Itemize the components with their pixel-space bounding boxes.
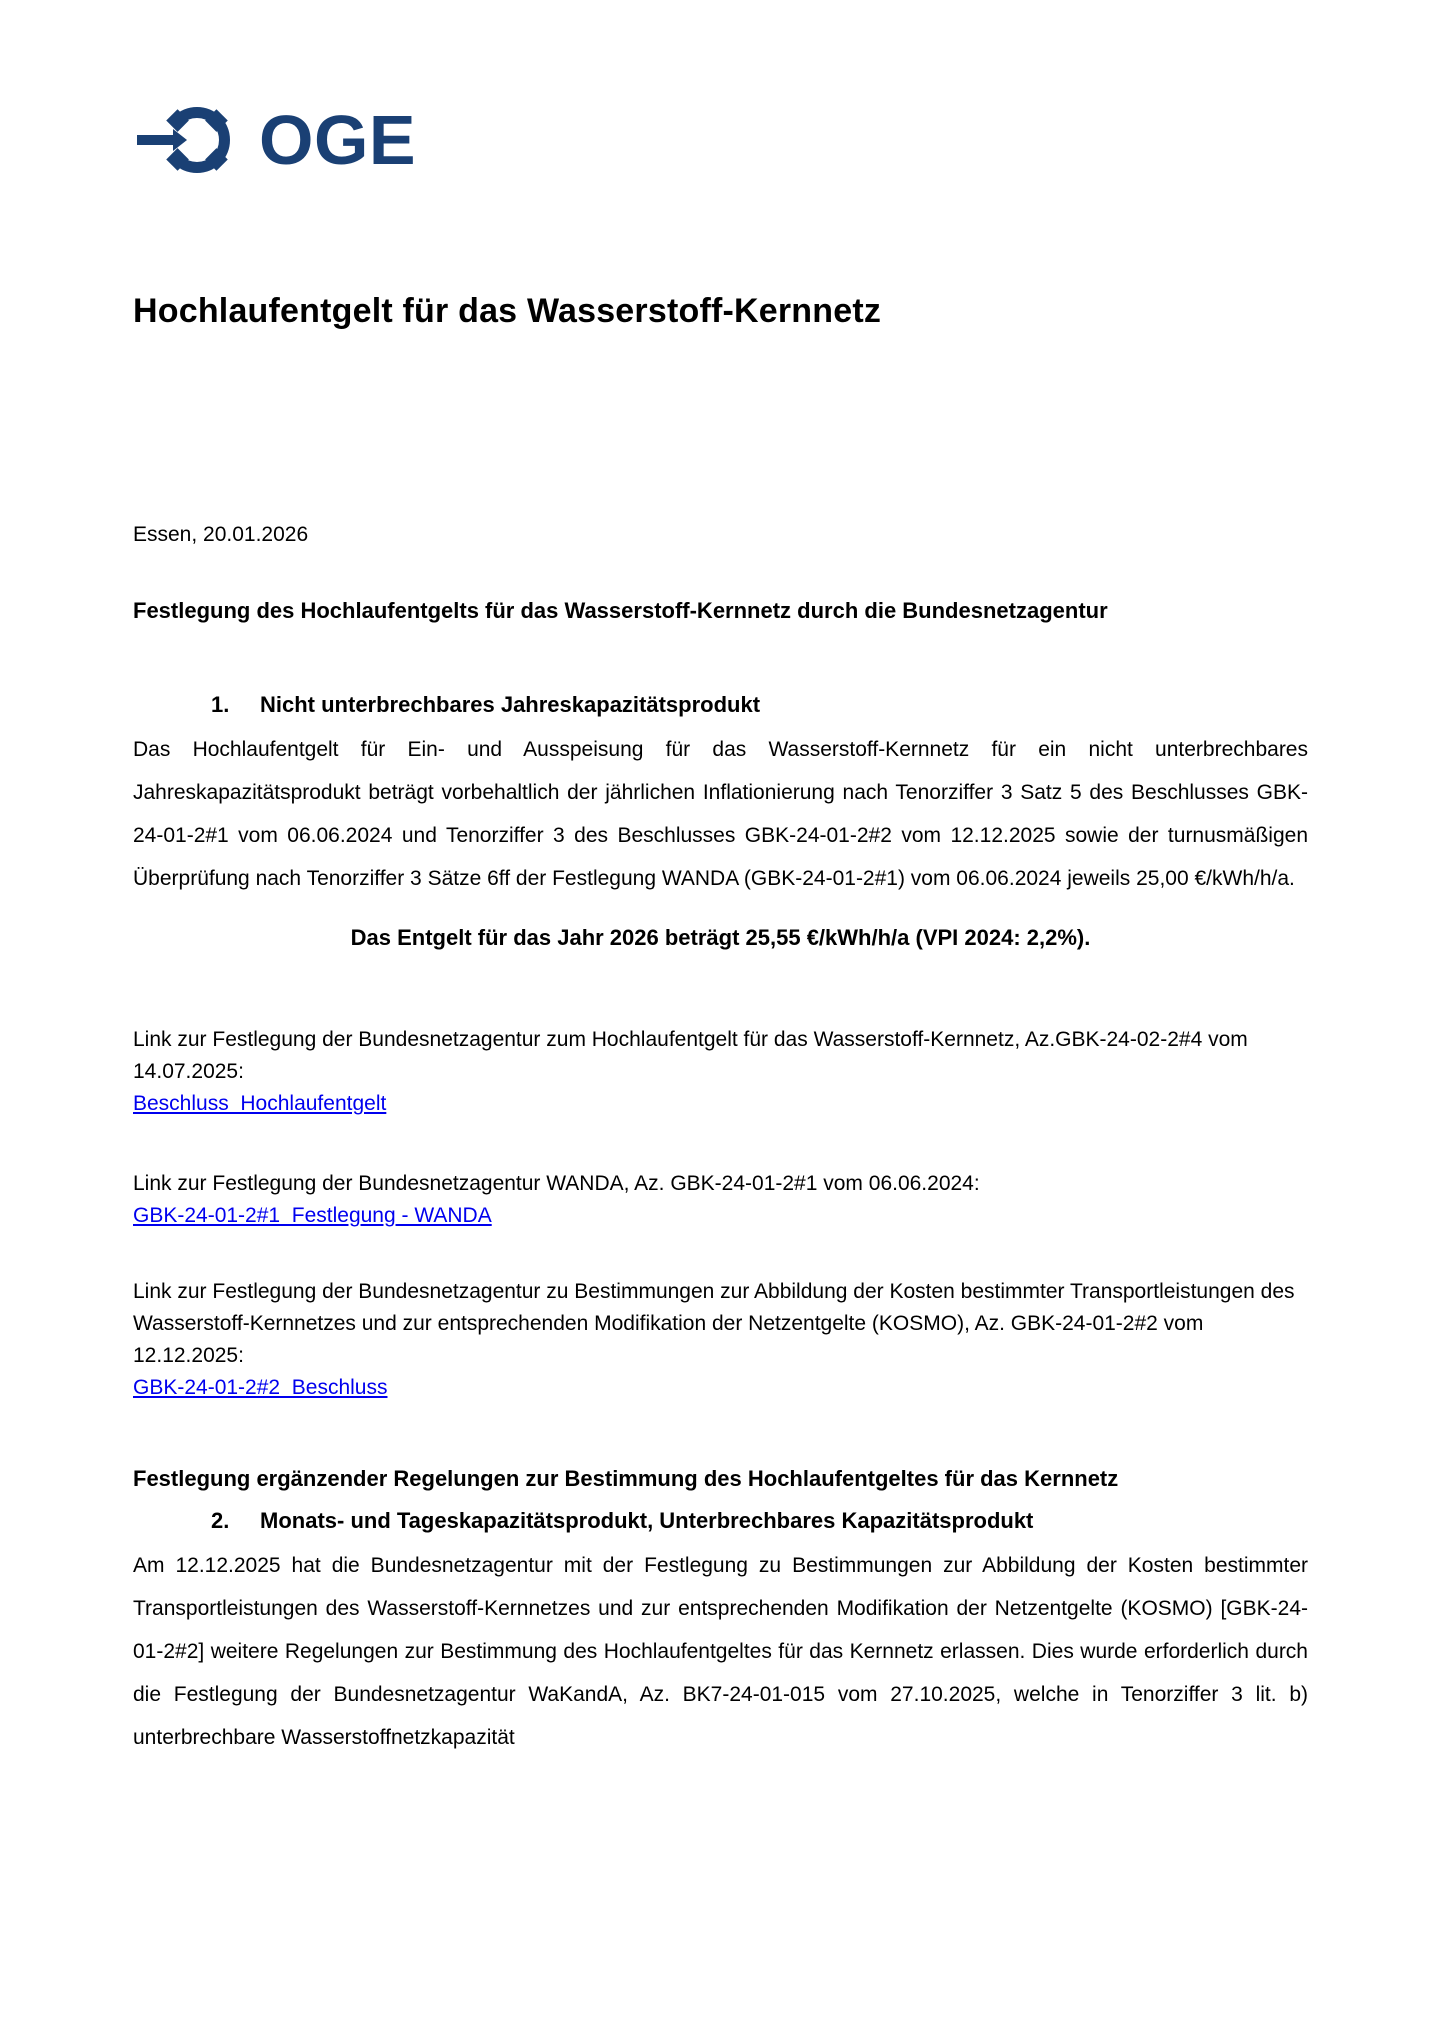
section-1-title: Nicht unterbrechbares Jahreskapazitätsprodukt xyxy=(260,692,761,717)
dateline: Essen, 20.01.2026 xyxy=(133,523,309,546)
heading-festlegung-hochlaufentgelt: Festlegung des Hochlaufentgelts für das Wasserstoff-Kernnetz durch die Bundesnetzagentur xyxy=(133,598,1108,623)
link-intro: Link zur Festlegung der Bundesnetzagentur zum Hochlaufentgelt für das Wasserstoff-Kernnetz, Az.GBK-24-02-2#4 vom 14.07.2025: xyxy=(133,1028,1248,1083)
heading-ergaenzende-regelungen: Festlegung ergänzender Regelungen zur Bestimmung des Hochlaufentgeltes für das Kernnetz xyxy=(133,1466,1119,1491)
link-intro: Link zur Festlegung der Bundesnetzagentur zu Bestimmungen zur Abbildung der Kosten bestimmter Transportleistungen des Wasserstoff-Kernnetzes und zur entsprechenden Modifikation der Netzentgelte (KOSMO), Az. GBK-24-01-2#2 vom 12.12.2025: xyxy=(133,1280,1295,1367)
oge-logo-text: OGE xyxy=(259,101,417,179)
section-2-heading xyxy=(133,1506,1308,1536)
link-festlegung-wanda[interactable]: GBK-24-01-2#1_Festlegung - WANDA xyxy=(133,1204,492,1227)
link-beschluss-hochlaufentgelt[interactable]: Beschluss_Hochlaufentgelt xyxy=(133,1092,387,1115)
link-block-wanda xyxy=(133,1168,1308,1232)
page-title: Hochlaufentgelt für das Wasserstoff-Kernnetz xyxy=(133,292,882,330)
section-2-body: Am 12.12.2025 hat die Bundesnetzagentur mit der Festlegung zu Bestimmungen zur Abbildung der Kosten bestimmter Transportleistungen des Wasserstoff-Kernnetzes und zur entsprechenden Modifikation der Netzentgelte (KOSMO) [GBK-24-01-2#2] weitere Regelungen zur Bestimmung des Hochlaufentgeltes für das Kernnetz erlassen. Dies wurde erforderlich durch die Festlegung der Bundesnetzagentur WaKandA, Az. BK7-24-01-015 vom 27.10.2025, welche in Tenorziffer 3 lit. b) unterbrechbare Wasserstoffnetzkapazität xyxy=(133,1554,1308,1749)
section-1-heading xyxy=(133,690,1308,720)
section-1-number: 1. xyxy=(211,692,230,717)
link-block-hochlaufentgelt xyxy=(133,1024,1308,1120)
entgelt-2026-highlight: Das Entgelt für das Jahr 2026 beträgt 25,55 €/kWh/h/a (VPI 2024: 2,2%). xyxy=(350,925,1091,950)
pipe-flow-arrow-icon xyxy=(137,97,237,183)
oge-logo xyxy=(137,0,1308,183)
section-2-title: Monats- und Tageskapazitätsprodukt, Unterbrechbares Kapazitätsprodukt xyxy=(260,1508,1034,1533)
section-1-body: Das Hochlaufentgelt für Ein- und Ausspeisung für das Wasserstoff-Kernnetz für ein nicht unterbrechbares Jahreskapazitätsprodukt beträgt vorbehaltlich der jährlichen Inflationierung nach Tenorziffer 3 Satz 5 des Beschlusses GBK-24-01-2#1 vom 06.06.2024 und Tenorziffer 3 des Beschlusses GBK-24-01-2#2 vom 12.12.2025 sowie der turnusmäßigen Überprüfung nach Tenorziffer 3 Sätze 6ff der Festlegung WANDA (GBK-24-01-2#1) vom 06.06.2024 jeweils 25,00 €/kWh/h/a. xyxy=(133,738,1308,890)
section-2-number: 2. xyxy=(211,1508,230,1533)
link-gbk-beschluss[interactable]: GBK-24-01-2#2_Beschluss xyxy=(133,1376,388,1399)
link-block-kosmo xyxy=(133,1276,1308,1404)
link-intro: Link zur Festlegung der Bundesnetzagentur WANDA, Az. GBK-24-01-2#1 vom 06.06.2024: xyxy=(133,1172,980,1195)
